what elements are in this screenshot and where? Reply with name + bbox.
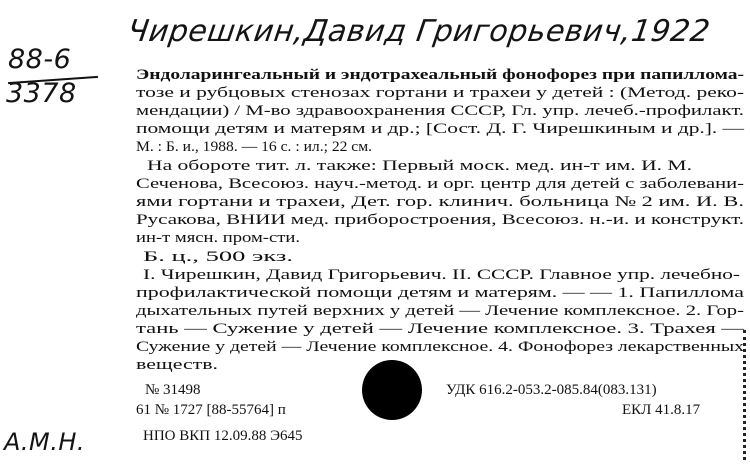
card-text-line: На обороте тит. л. также: Первый моск. мед. ин-т им. И. М. [147, 158, 692, 174]
handwritten-author-heading: Чирешкин,Давид Григорьевич,1922 [125, 14, 713, 49]
card-text-line: Б. ц., 500 экз. [143, 249, 293, 265]
card-text-line: помощи детям и матерям и др.; [Сост. Д. Г. Чирешкиным и др.]. — [136, 121, 744, 137]
card-text-line: мендации) / М-во здравоохранения СССР, Гл. упр. лечеб.-профилакт. [136, 103, 744, 119]
card-text-line: ями гортани и трахеи, Дет. гор. клинич. больница № 2 им. И. В. [136, 194, 744, 210]
handwritten-initials: А.М.Н. [4, 428, 86, 456]
card-text-line: I. Чирешкин, Давид Григорьевич. II. СССР. Главное упр. лечебно- [143, 267, 740, 283]
card-text-line: профилактической помощи детям и матерям. — — 1. Папиллома [136, 285, 744, 301]
call-number-top: 88-6 [8, 44, 72, 75]
card-text-line: дыхательных путей верхних у детей — Лечение комплексное. 2. Гор- [136, 303, 744, 319]
card-text-line: Эндоларингеальный и эндотрахеальный фонофорез при папиллома- [136, 67, 744, 83]
registration-number: 61 № 1727 [88-55764] п [136, 402, 286, 418]
card-text-line: тань — Сужение у детей — Лечение комплексное. 3. Трахея — [136, 321, 744, 337]
card-text-line: Сужение у детей — Лечение комплексное. 4. Фонофорез лекарственных [136, 339, 744, 355]
card-text-line: Русакова, ВНИИ мед. приборостроения, Всесоюз. н.-и. и конструкт. [136, 212, 744, 228]
card-text-line: ин-т мясн. пром-сти. [136, 230, 300, 246]
printer-line: НПО ВКП 12.09.88 Э645 [143, 428, 303, 444]
call-number-bottom: 3378 [6, 78, 77, 109]
card-text-line: М. : Б. и., 1988. — 16 с. : ил.; 22 см. [136, 139, 372, 155]
udk-code: УДК 616.2-053.2-085.84(083.131) [446, 382, 657, 398]
card-text-line: Сеченова, Всесоюз. науч.-метод. и орг. центр для детей с заболевани- [136, 176, 744, 192]
record-number: № 31498 [145, 382, 201, 398]
punch-hole [362, 360, 422, 420]
card-text-line: веществ. [136, 357, 218, 373]
card-text-line: тозе и рубцовых стенозах гортани и трахеи у детей : (Метод. реко- [136, 85, 744, 101]
ekl-code: ЕКЛ 41.8.17 [622, 402, 701, 418]
